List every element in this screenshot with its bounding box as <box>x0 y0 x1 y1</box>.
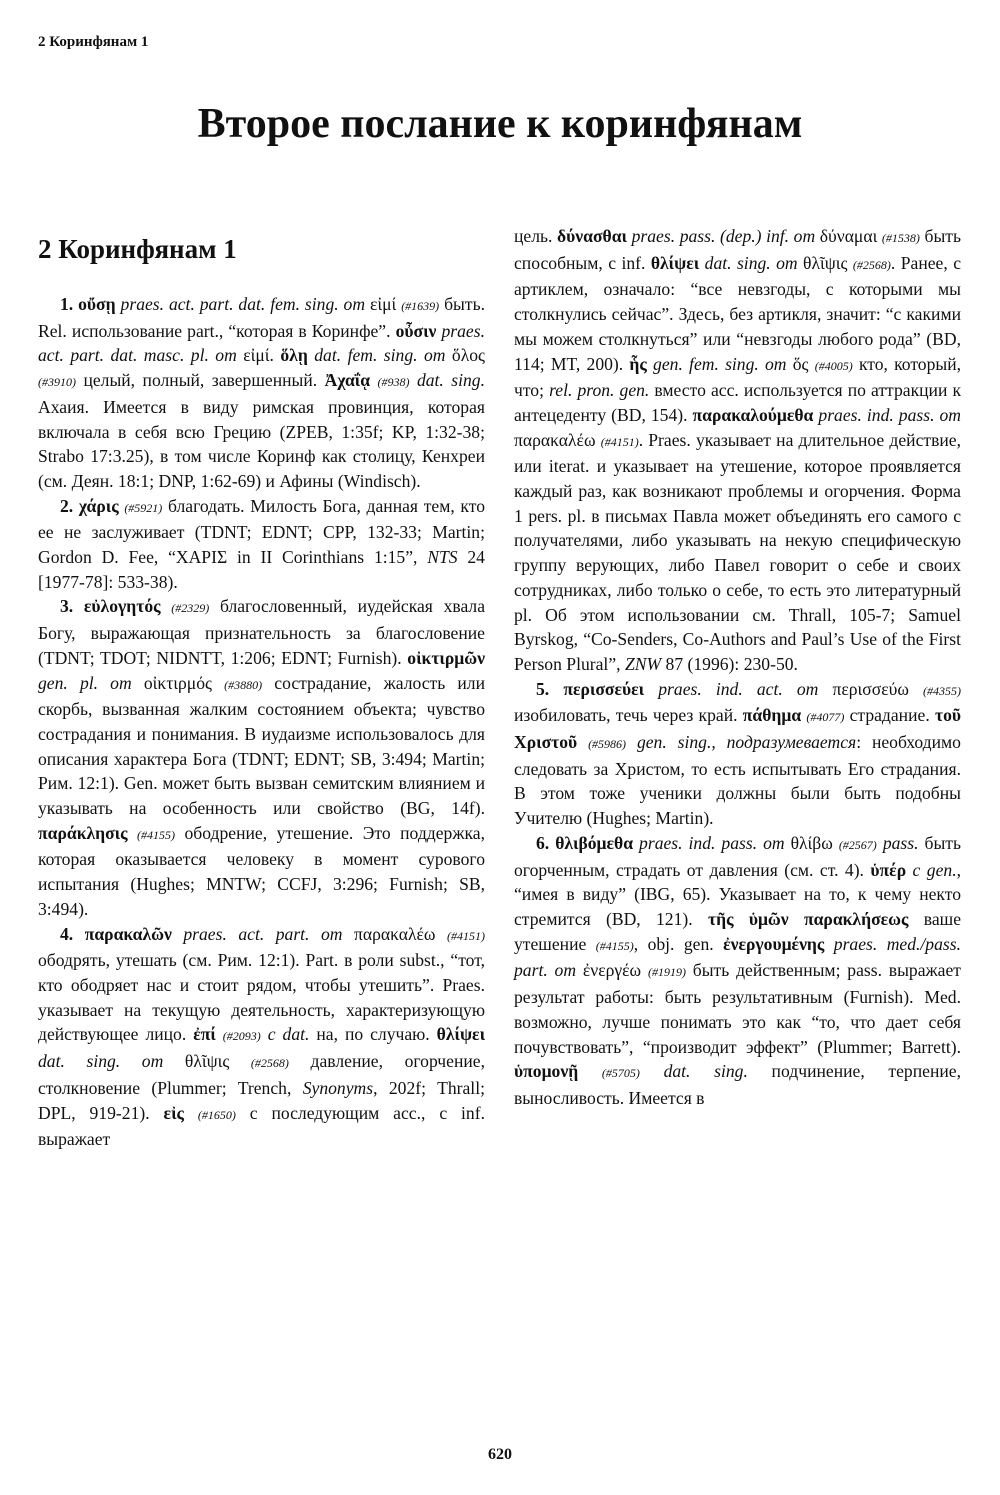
verse-3-text: εὐλογητός (#2329) благословенный, иудейская хвала Богу, выражающая признательность за благословение (TDNT; TDOT; NIDNTT, 1:206; EDNT; Furnish). οἰκτιρμῶν gen. pl. от οἰκτιρμός (#3880) сострадание, жалость или скорбь, вызванная жалким состоянием объекта; чувство сострадания и понимания. В иудаизме использовалось для описания характера Бога (TDNT; EDNT; SB, 3:494; Martin; Рим. 12:1). Gen. может быть вызван семитским влиянием и указывать на особенность или свойство (BG, 14f). παράκλησις (#4155) ободрение, утешение. Это поддержка, которая оказывается человеку в момент сурового испытания (Hughes; MNTW; CCFJ, 3:296; Furnish; SB, 3:494). <box>38 596 486 919</box>
left-column <box>38 222 485 1152</box>
section-heading: 2 Коринфянам 1 <box>38 234 237 264</box>
verse-4-text: παρακαλῶν praes. act. part. от παρακαλέω (#4151) ободрять, утешать (см. Рим. 12:1). Part. в роли subst., “тот, кто ободряет нас и стоит рядом, чтобы утешить”. Praes. указывает на текущую деятельность, характеризующую действующее лицо. ἐπί (#2093) c dat. на, по случаю. θλίψει dat. sing. от θλῖψις (#2568) давление, огорчение, столкновение (Plummer; Trench, Synonyms, 202f; Thrall; DPL, 919-21). εἰς (#1650) с последующим acc., с inf. выражает <box>38 923 486 1150</box>
verse-2-entry <box>38 494 485 595</box>
verse-4-continuation: цель. δύνασθαι praes. pass. (dep.) inf. от δύναμαι (#1538) быть способным, с inf. θλίψει dat. sing. от θλῖψις (#2568). Ранее, с артиклем, означало: “все невзгоды, с которыми мы столкнулись сейчас”. Здесь, без артикля, значит: “с какими мы можем столкнуться” или “невзгоды любого рода” (BD, 114; MT, 200). ἧς gen. fem. sing. от ὅς (#4005) кто, который, что; rel. pron. gen. вместо acc. используется по аттракции к антецеденту (BD, 154). παρακαλούμεθα praes. ind. pass. от παρακαλέω (#4151). Praes. указывает на длительное действие, или iterat. и указывает на утешение, которое проявляется каждый раз, как возникают проблемы и огорчения. Форма 1 pers. pl. в письмах Павла может объединять его самого с получателями, либо указывать на некую специфическую группу верующих, либо Павел говорит о себе и своих сотрудниках, либо только о себе, то есть это литературный pl. Об этом использовании см. Thrall, 105-7; Samuel Byrskog, “Co-Senders, Co-Authors and Paul’s Use of the First Person Plural”, ZNW 87 (1996): 230-50. <box>514 226 962 674</box>
verse-number: 4. <box>60 923 74 944</box>
verse-number: 3. <box>60 596 74 617</box>
verse-1-text: οὔσῃ praes. act. part. dat. fem. sing. от εἰμί (#1639) быть. Rel. использование part., “которая в Коринфе”. οὖσιν praes. act. part. dat. masc. pl. от εἰμί. ὅλῃ dat. fem. sing. от ὅλος (#3910) целый, полный, завершенный. Ἀχαΐᾳ (#938) dat. sing. Ахаия. Имеется в виду римская провинция, которая включала в себя всю Грецию (ZPEB, 1:35f; KP, 1:32-38; Strabo 17:3.25), в том числе Коринф как столицу, Кенхреи (см. Деян. 18:1; DNP, 1:62-69) и Афины (Windisch). <box>38 294 486 491</box>
verse-1-entry <box>38 292 485 494</box>
right-column <box>514 224 961 1111</box>
verse-6-text: θλιβόμεθα praes. ind. pass. от θλίβω (#2567) pass. быть огорченным, страдать от давления (см. ст. 4). ὑπέρ c gen., “имея в виду” (IBG, 65). Указывает на то, к чему некто стремится (BD, 121). τῆς ὑμῶν παρακλήσεως ваше утешение (#4155), obj. gen. ἐνεργουμένης praes. med./pass. part. от ἐνεργέω (#1919) быть действенным; pass. выражает результат работы: быть результативным (Furnish). Med. возможно, лучше понимать это как “то, что дает себя почувствовать”, “производит эффект” (Plummer; Barrett). ὑπομονῇ (#5705) dat. sing. подчинение, терпение, выносливость. Имеется в <box>514 832 961 1108</box>
verse-5-text: περισσεύει praes. ind. act. от περισσεύω (#4355) изобиловать, течь через край. πάθημα (#4077) страдание. τοῦ Χριστοῦ (#5986) gen. sing., подразумевается: необходимо следовать за Христом, то есть испытывать Его страдания. В этом тоже ученики должны были быть подобны Учителю (Hughes; Martin). <box>514 678 962 829</box>
verse-number: 2. <box>60 495 74 516</box>
page-title: Второе послание к коринфянам <box>197 101 803 147</box>
verse-5-entry <box>514 677 961 831</box>
running-head: 2 Коринфянам 1 <box>38 34 149 50</box>
verse-number: 1. <box>60 294 74 314</box>
verse-2-text: χάρις (#5921) благодать. Милость Бога, данная тем, кто ее не заслуживает (TDNT; EDNT; CPP, 132-33; Martin; Gordon D. Fee, “ΧΑΡΙΣ in II Corinthians 1:15”, NTS 24 [1977-78]: 533-38). <box>38 495 485 592</box>
verse-3-entry <box>38 594 485 921</box>
verse-6-entry <box>514 831 961 1111</box>
verse-number: 5. <box>536 678 550 699</box>
verse-4-entry <box>38 922 485 1152</box>
page-number: 620 <box>488 1446 512 1463</box>
verse-number: 6. <box>536 832 550 853</box>
